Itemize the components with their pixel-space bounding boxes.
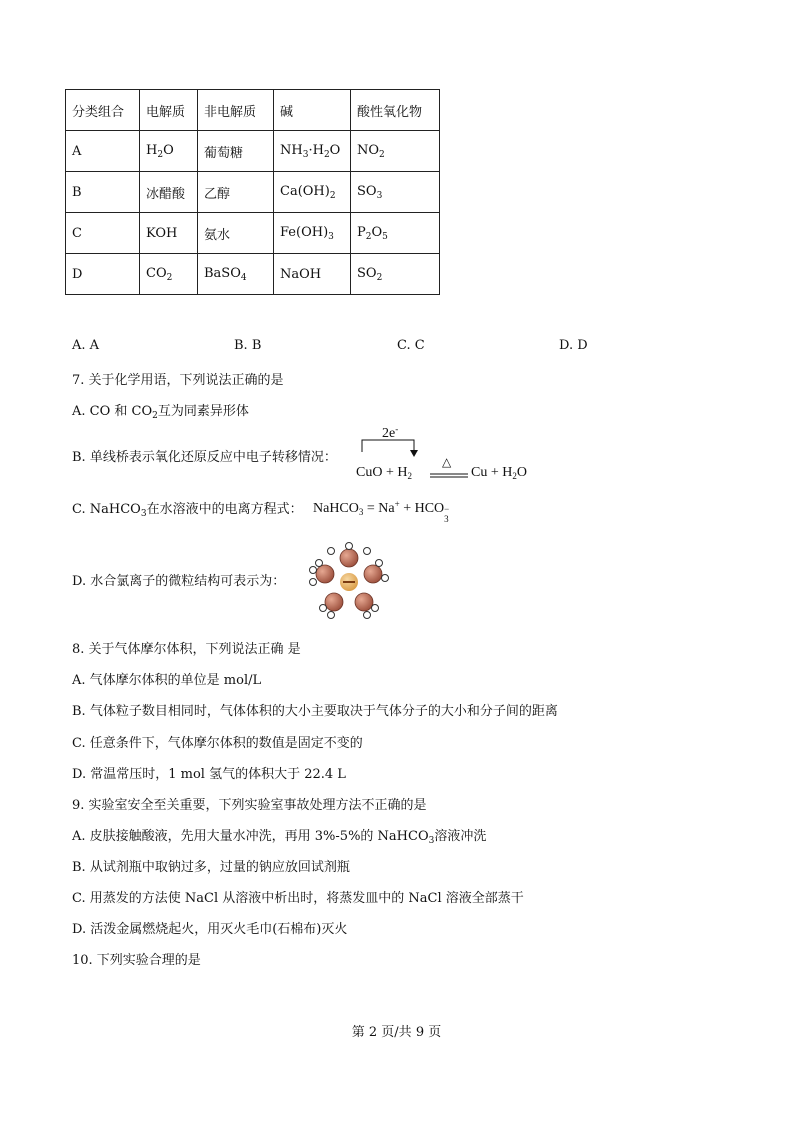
equation-lhs: CuO + $H_2$ [356,465,412,481]
page-footer: 第 2 页/共 9 页 [351,1025,442,1040]
hydrated-chloride-diagram [301,538,397,624]
base-cell: $Ca(OH)_2$ [274,172,351,213]
q8-option-a: A. 气体摩尔体积的单位是 mol/L [72,673,262,688]
non-electrolyte-cell: 葡萄糖 [198,131,274,172]
acidic-oxide-cell: $SO_3$ [351,172,440,213]
q6-option-a: A. A [72,338,100,353]
acidic-oxide-cell: $NO_2$ [351,131,440,172]
group-cell: C [66,213,140,254]
q9-stem: 9. 实验室安全至关重要，下列实验室事故处理方法不正确的是 [72,798,427,813]
water-molecule-right [364,560,389,584]
table-row [66,131,440,172]
table-header-cell: 分类组合 [66,90,140,131]
water-molecule-bottom-left [320,593,344,619]
group-cell: A [66,131,140,172]
group-cell: D [66,254,140,295]
q7-option-d: D. 水合氯离子的微粒结构可表示为： [72,574,286,589]
table-header-cell: 非电解质 [198,90,274,131]
electrolyte-cell: 冰醋酸 [140,172,198,213]
ionization-equation: NaHCO$_3$ = Na+ + HCO − 3 [313,499,450,524]
base-cell: NaOH [274,254,351,295]
table-row [66,254,440,295]
electrolyte-cell: $H_2O$ [140,131,198,172]
q6-option-d: D. D [559,338,588,353]
base-cell: $Fe(OH)_3$ [274,213,351,254]
electrolyte-cell: $CO_2$ [140,254,198,295]
acidic-oxide-cell: $SO_2$ [351,254,440,295]
table-header-row [66,90,440,131]
table-row [66,172,440,213]
q6-option-c: C. C [397,338,425,353]
q9-option-c: C. 用蒸发的方法使 NaCl 从溶液中析出时，将蒸发皿中的 NaCl 溶液全部蒸干 [72,891,524,906]
q9-option-b: B. 从试剂瓶中取钠过多，过量的钠应放回试剂瓶 [72,860,350,875]
heat-symbol: △ [442,455,452,469]
q6-option-b: B. B [234,338,262,353]
q9-option-a: A. 皮肤接触酸液，先用大量水冲洗，再用 3%-5%的 NaHCO$_3$溶液冲洗 [72,829,487,846]
group-cell: B [66,172,140,213]
acidic-oxide-cell: $P_2O_5$ [351,213,440,254]
q8-stem: 8. 关于气体摩尔体积，下列说法正确 是 [72,642,301,657]
q9-option-d: D. 活泼金属燃烧起火，用灭火毛巾(石棉布)灭火 [72,922,348,937]
electron-label: 2e- [382,424,399,441]
water-molecule-top [328,543,371,568]
base-cell: $NH_3\cdot H_2O$ [274,131,351,172]
equation-rhs: $Cu + H_2O$ [471,465,527,481]
q7-option-b: B. 单线桥表示氧化还原反应中电子转移情况： [72,450,337,465]
table-header-cell: 电解质 [140,90,198,131]
q7-stem: 7. 关于化学用语，下列说法正确的是 [72,373,284,388]
q8-option-b: B. 气体粒子数目相同时，气体体积的大小主要取决于气体分子的大小和分子间的距离 [72,704,558,719]
redox-equation [356,424,556,484]
non-electrolyte-cell: 乙醇 [198,172,274,213]
hydrated-chloride-svg [301,538,397,624]
classification-table [65,89,440,295]
table-header-cell: 酸性氧化物 [351,90,440,131]
electrolyte-cell: KOH [140,213,198,254]
non-electrolyte-cell: BaSO$_4$ [198,254,274,295]
q7-option-c: C. NaHCO$_3$在水溶液中的电离方程式： [72,502,303,519]
q8-option-d: D. 常温常压时，1 mol 氢气的体积大于 22.4 L [72,767,346,782]
water-molecule-bottom-right [355,593,379,619]
q8-option-c: C. 任意条件下，气体摩尔体积的数值是固定不变的 [72,736,363,751]
q10-stem: 10. 下列实验合理的是 [72,953,201,968]
q7-option-a: A. CO 和 $CO_2$互为同素异形体 [72,404,249,421]
table-header-cell: 碱 [274,90,351,131]
non-electrolyte-cell: 氨水 [198,213,274,254]
table-row [66,213,440,254]
